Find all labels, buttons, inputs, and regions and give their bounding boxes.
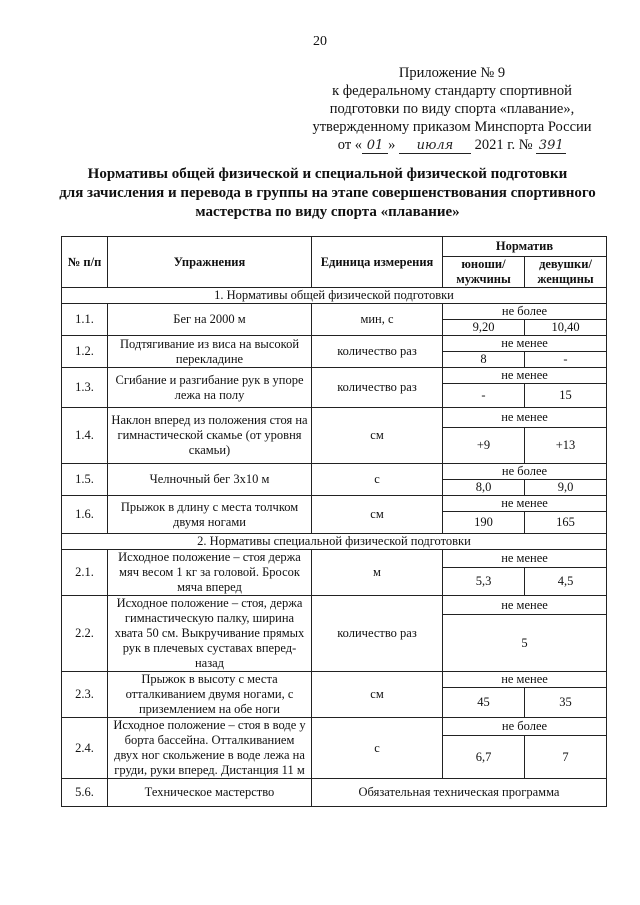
row-girls-value: 10,40 bbox=[525, 320, 607, 336]
row-unit: количество раз bbox=[312, 368, 443, 408]
appendix-line-2: к федеральному стандарту спортивной bbox=[332, 83, 572, 99]
title-line-2: для зачисления и перевода в группы на этапе совершенствования спортивного bbox=[59, 185, 596, 201]
row-num: 1.3. bbox=[62, 368, 108, 408]
table-row bbox=[62, 550, 607, 568]
section-title-1: 1. Нормативы общей физической подготовки bbox=[62, 288, 607, 304]
row-num: 1.5. bbox=[62, 464, 108, 496]
table-row bbox=[62, 779, 607, 807]
norms-table bbox=[61, 236, 607, 807]
header-unit: Единица измерения bbox=[312, 237, 443, 288]
header-exercise: Упражнения bbox=[108, 237, 312, 288]
row-exercise: Техническое мастерство bbox=[108, 779, 312, 807]
row-boys-value: 5,3 bbox=[443, 568, 525, 596]
row-condition: не менее bbox=[443, 550, 607, 568]
row-boys-value: 190 bbox=[443, 512, 525, 534]
order-day-handwritten: 01 bbox=[362, 139, 388, 154]
row-girls-value: 4,5 bbox=[525, 568, 607, 596]
row-exercise: Исходное положение – стоя, держа гимнастическую палку, ширина хвата 50 см. Выкручивание прямых рук в плечевых суставах вперед-назад bbox=[108, 596, 312, 672]
row-unit: с bbox=[312, 718, 443, 779]
row-girls-value: 165 bbox=[525, 512, 607, 534]
row-program: Обязательная техническая программа bbox=[312, 779, 607, 807]
row-num: 2.1. bbox=[62, 550, 108, 596]
document-title bbox=[50, 165, 605, 222]
row-boys-value: 45 bbox=[443, 688, 525, 718]
table-row bbox=[62, 368, 607, 384]
row-girls-value: 15 bbox=[525, 384, 607, 408]
title-line-1: Нормативы общей физической и специальной физической подготовки bbox=[87, 166, 568, 182]
row-boys-value: 6,7 bbox=[443, 736, 525, 779]
row-exercise: Исходное положение – стоя держа мяч весом 1 кг за головой. Бросок мяча вперед bbox=[108, 550, 312, 596]
table-row bbox=[62, 336, 607, 352]
table-row bbox=[62, 718, 607, 736]
header-num: № п/п bbox=[62, 237, 108, 288]
row-exercise: Бег на 2000 м bbox=[108, 304, 312, 336]
table-row bbox=[62, 672, 607, 688]
row-exercise: Челночный бег 3x10 м bbox=[108, 464, 312, 496]
header-girls: девушки/ женщины bbox=[525, 257, 607, 288]
row-girls-value: 7 bbox=[525, 736, 607, 779]
row-unit: с bbox=[312, 464, 443, 496]
row-unit: см bbox=[312, 408, 443, 464]
row-unit: количество раз bbox=[312, 596, 443, 672]
row-boys-value: 8 bbox=[443, 352, 525, 368]
table-row bbox=[62, 496, 607, 512]
row-girls-value: - bbox=[525, 352, 607, 368]
order-month-handwritten: июля bbox=[399, 139, 471, 154]
row-condition: не менее bbox=[443, 408, 607, 428]
row-condition: не менее bbox=[443, 368, 607, 384]
appendix-line-3: подготовки по виду спорта «плавание», bbox=[329, 101, 575, 117]
row-num: 1.2. bbox=[62, 336, 108, 368]
row-exercise: Прыжок в высоту с места отталкиванием двумя ногами, с приземлением на обе ноги bbox=[108, 672, 312, 718]
table-row bbox=[62, 596, 607, 615]
row-num: 1.6. bbox=[62, 496, 108, 534]
table-row bbox=[62, 408, 607, 428]
row-num: 1.4. bbox=[62, 408, 108, 464]
row-boys-value: +9 bbox=[443, 428, 525, 464]
row-unit: см bbox=[312, 672, 443, 718]
row-exercise: Наклон вперед из положения стоя на гимнастической скамье (от уровня скамьи) bbox=[108, 408, 312, 464]
row-condition: не более bbox=[443, 464, 607, 480]
page-number: 20 bbox=[313, 34, 327, 49]
row-unit: количество раз bbox=[312, 336, 443, 368]
appendix-header bbox=[302, 64, 602, 154]
row-condition: не более bbox=[443, 304, 607, 320]
section-title-2: 2. Нормативы специальной физической подготовки bbox=[62, 534, 607, 550]
section-row-1 bbox=[62, 288, 607, 304]
row-girls-value: +13 bbox=[525, 428, 607, 464]
row-unit: мин, с bbox=[312, 304, 443, 336]
row-num: 2.2. bbox=[62, 596, 108, 672]
row-exercise: Исходное положение – стоя в воде у борта бассейна. Отталкиванием двух ног скольжение в воде лежа на груди, руки вперед. Дистанция 11 м bbox=[108, 718, 312, 779]
row-boys-value: 9,20 bbox=[443, 320, 525, 336]
row-girls-value: 9,0 bbox=[525, 480, 607, 496]
row-boys-value: 8,0 bbox=[443, 480, 525, 496]
order-year-label: 2021 г. № bbox=[474, 137, 533, 153]
row-condition: не менее bbox=[443, 336, 607, 352]
row-exercise: Подтягивание из виса на высокой перекладине bbox=[108, 336, 312, 368]
order-from-label: от « bbox=[337, 137, 363, 153]
row-condition: не менее bbox=[443, 672, 607, 688]
row-boys-value: - bbox=[443, 384, 525, 408]
row-num: 2.4. bbox=[62, 718, 108, 779]
table-header-row bbox=[62, 237, 607, 257]
order-signature-line bbox=[302, 136, 602, 154]
row-num: 5.6. bbox=[62, 779, 108, 807]
header-norm: Норматив bbox=[443, 237, 607, 257]
row-num: 2.3. bbox=[62, 672, 108, 718]
row-girls-value: 35 bbox=[525, 688, 607, 718]
row-both-value: 5 bbox=[443, 615, 607, 672]
row-num: 1.1. bbox=[62, 304, 108, 336]
row-exercise: Прыжок в длину с места толчком двумя ногами bbox=[108, 496, 312, 534]
table-row bbox=[62, 304, 607, 320]
row-condition: не менее bbox=[443, 496, 607, 512]
order-quote-close: » bbox=[388, 137, 396, 153]
appendix-line-1: Приложение № 9 bbox=[398, 65, 506, 81]
order-number-handwritten: 391 bbox=[536, 139, 566, 154]
row-unit: см bbox=[312, 496, 443, 534]
header-boys: юноши/ мужчины bbox=[443, 257, 525, 288]
table-row bbox=[62, 464, 607, 480]
row-condition: не менее bbox=[443, 596, 607, 615]
appendix-line-4: утвержденному приказом Минспорта России bbox=[312, 119, 592, 135]
section-row-2 bbox=[62, 534, 607, 550]
row-unit: м bbox=[312, 550, 443, 596]
title-line-3: мастерства по виду спорта «плавание» bbox=[195, 204, 460, 220]
row-exercise: Сгибание и разгибание рук в упоре лежа на полу bbox=[108, 368, 312, 408]
row-condition: не более bbox=[443, 718, 607, 736]
